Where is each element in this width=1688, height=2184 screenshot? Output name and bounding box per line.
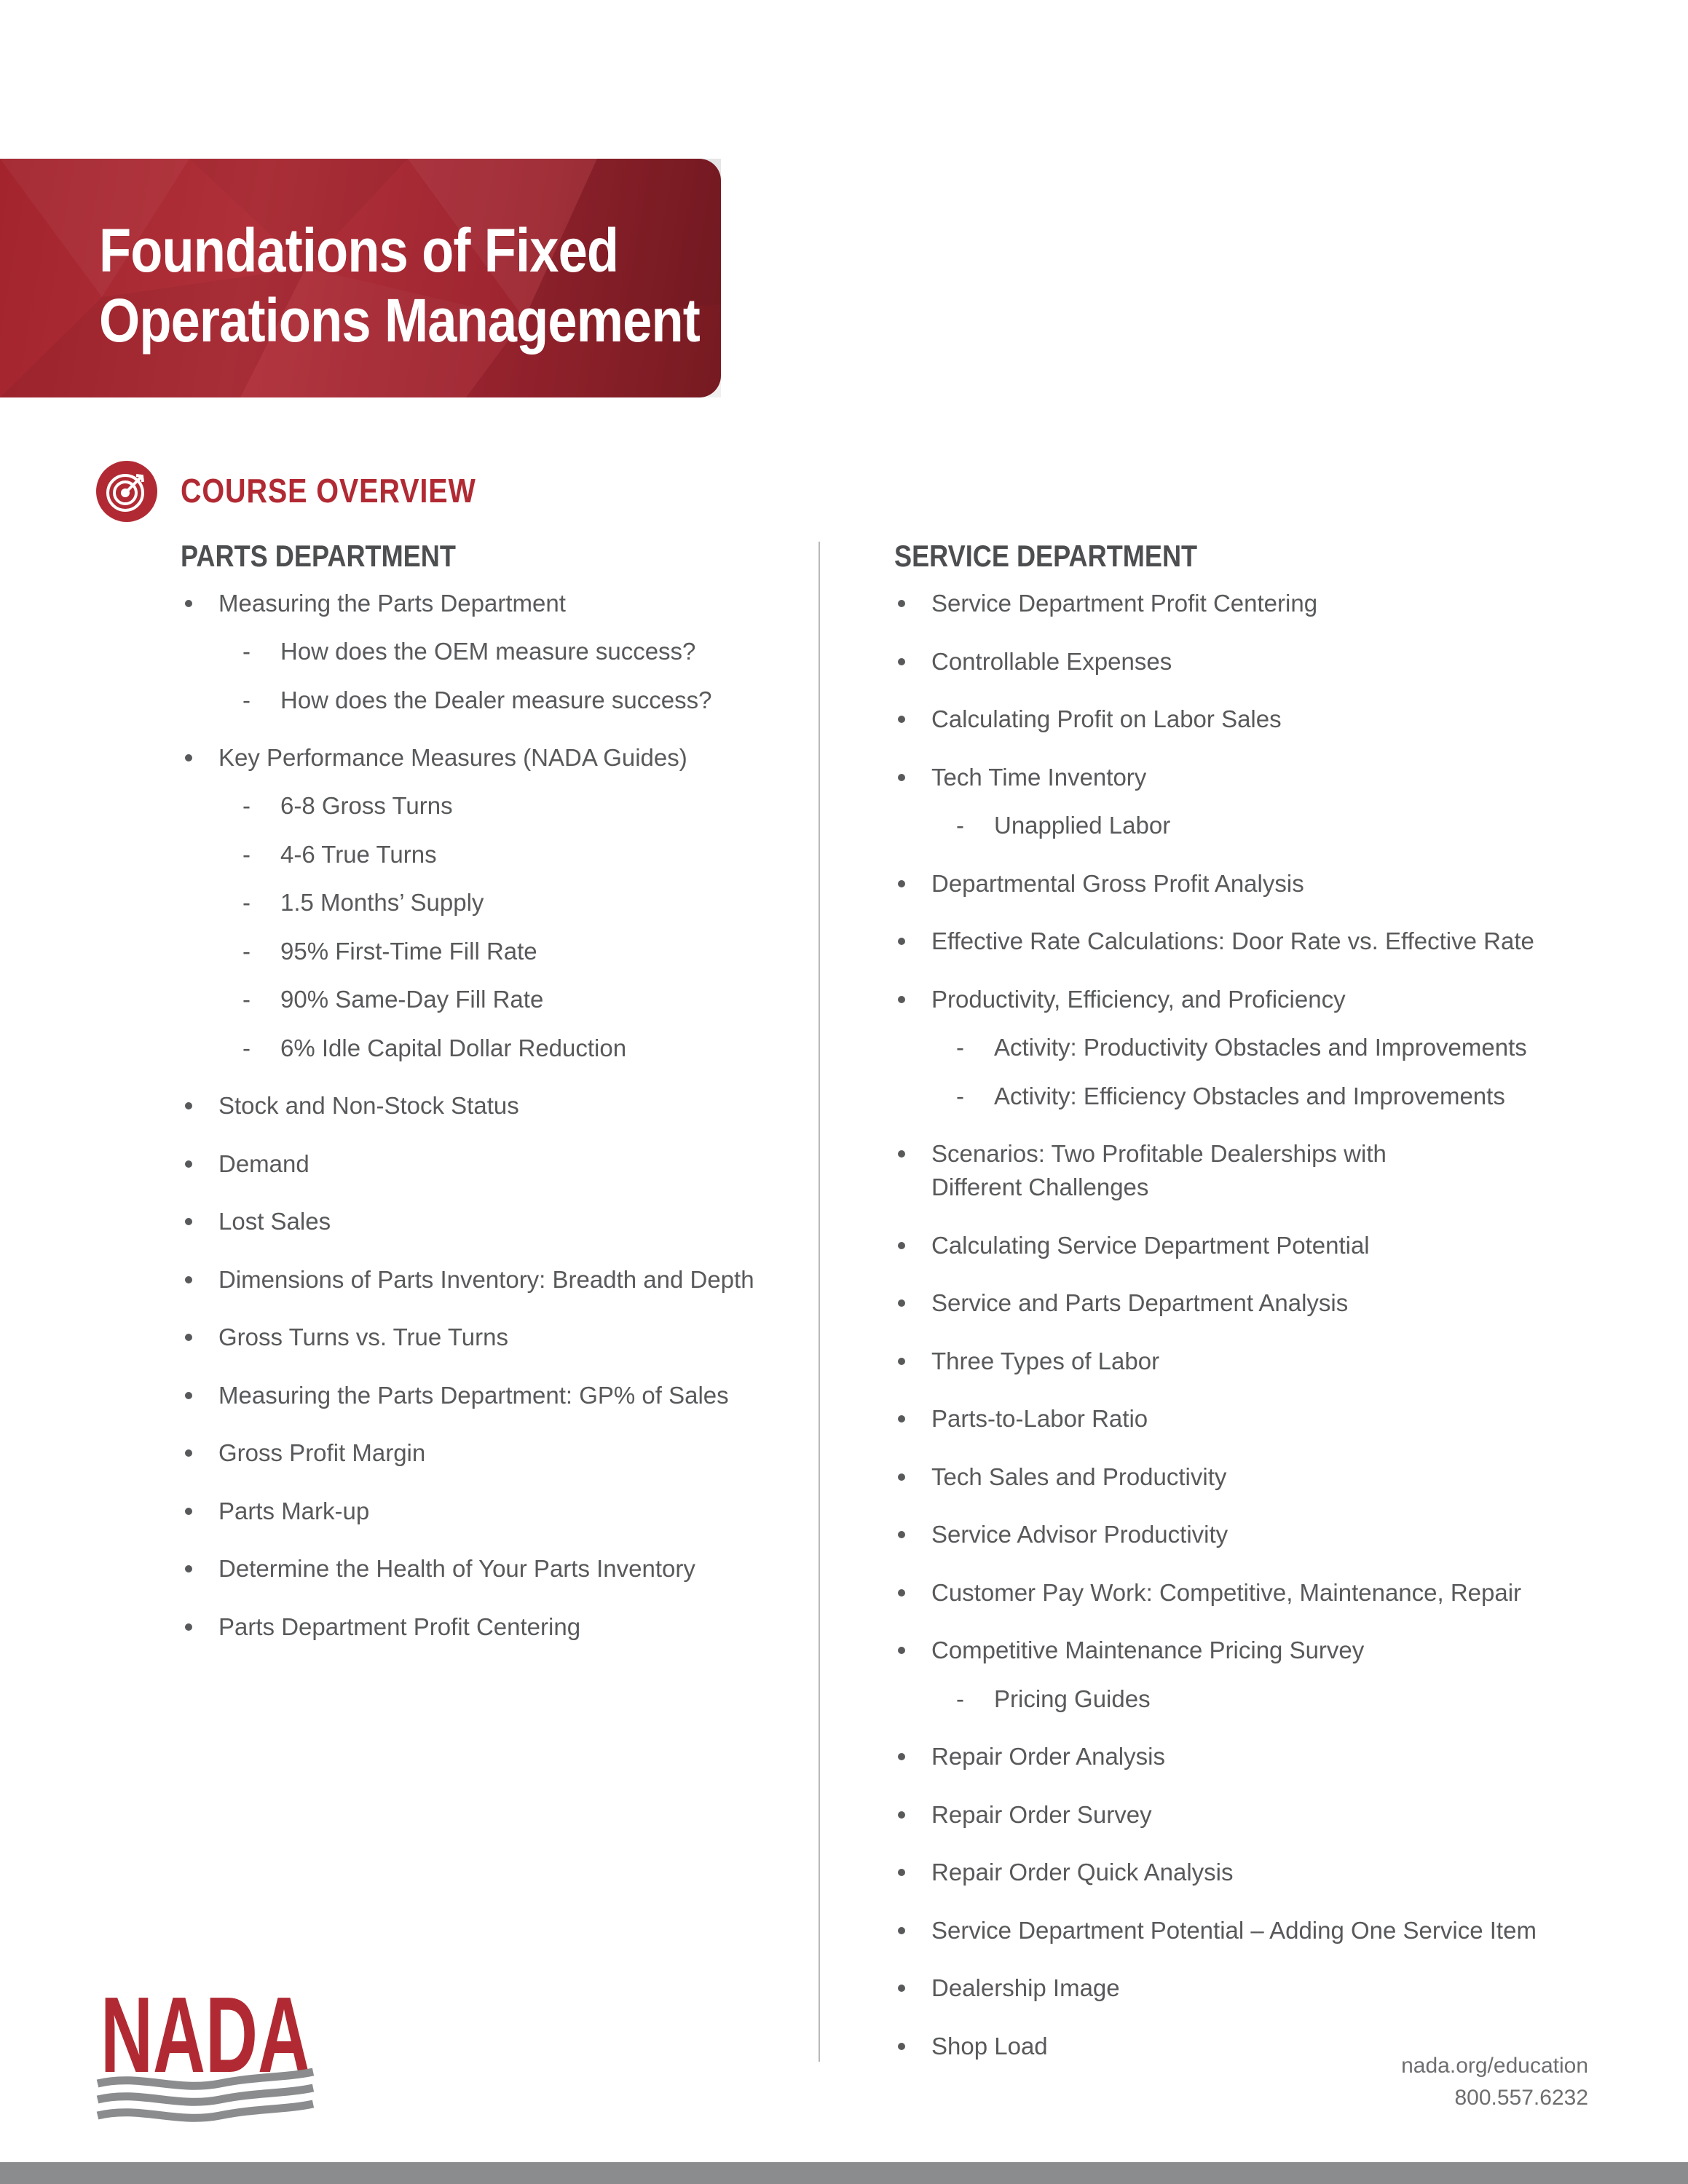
page-title	[99, 215, 700, 355]
list-item: Tech Sales and Productivity	[931, 1460, 1226, 1494]
list-subitem: - 1.5 Months’ Supply	[280, 886, 484, 919]
list-subitem: - 4-6 True Turns	[280, 838, 437, 871]
column-divider	[819, 542, 820, 2062]
list-subitem: - 95% First-Time Fill Rate	[280, 935, 537, 968]
bottom-bar	[0, 2162, 1688, 2184]
list-subitem: - How does the Dealer measure success?	[280, 684, 711, 717]
list-item: Service Advisor Productivity	[931, 1518, 1228, 1551]
list-item: Dealership Image	[931, 1971, 1120, 2005]
title-line-1: Foundations of Fixed	[99, 216, 619, 285]
footer-url[interactable]: nada.org/education	[1401, 2054, 1588, 2078]
list-item: Service Department Potential – Adding One Service Item	[931, 1914, 1537, 1947]
list-item: Customer Pay Work: Competitive, Maintenance, Repair	[931, 1576, 1521, 1610]
list-item: Stock and Non-Stock Status	[218, 1089, 519, 1123]
list-subitem: - Pricing Guides	[994, 1682, 1151, 1716]
list-item: Lost Sales	[218, 1205, 331, 1238]
service-department-heading: SERVICE DEPARTMENT	[894, 539, 1198, 573]
list-subitem: - Activity: Efficiency Obstacles and Improvements	[994, 1080, 1505, 1113]
list-item: Parts-to-Labor Ratio	[931, 1402, 1148, 1436]
parts-department-heading: PARTS DEPARTMENT	[181, 539, 456, 573]
course-overview-heading: COURSE OVERVIEW	[181, 472, 476, 510]
list-subitem: - Activity: Productivity Obstacles and Improvements	[994, 1031, 1527, 1064]
list-subitem: - Unapplied Labor	[994, 809, 1170, 842]
list-item: Gross Turns vs. True Turns	[218, 1321, 508, 1354]
list-subitem: - 90% Same-Day Fill Rate	[280, 983, 543, 1016]
list-subitem: - 6-8 Gross Turns	[280, 789, 453, 823]
list-item: Departmental Gross Profit Analysis	[931, 867, 1304, 901]
list-item-continuation: Different Challenges	[931, 1174, 1149, 1200]
logo-text: NADA	[100, 1975, 310, 2095]
list-item: Productivity, Efficiency, and Proficiency	[931, 983, 1346, 1016]
list-item: Measuring the Parts Department	[218, 587, 566, 620]
list-item: Repair Order Survey	[931, 1798, 1152, 1832]
footer-phone: 800.557.6232	[1454, 2086, 1588, 2110]
list-subitem: - 6% Idle Capital Dollar Reduction	[280, 1032, 626, 1065]
list-item: Controllable Expenses	[931, 645, 1172, 678]
list-subitem: - How does the OEM measure success?	[280, 635, 695, 668]
target-icon	[96, 461, 157, 522]
list-item: Calculating Service Department Potential	[931, 1229, 1370, 1262]
list-item: Service Department Profit Centering	[931, 587, 1317, 620]
list-item: Repair Order Analysis	[931, 1740, 1165, 1773]
title-line-2: Operations Management	[99, 286, 700, 355]
list-item: Three Types of Labor	[931, 1345, 1159, 1378]
list-item: Measuring the Parts Department: GP% of Sales	[218, 1379, 729, 1412]
title-banner	[0, 159, 721, 397]
list-item: Scenarios: Two Profitable Dealerships with	[931, 1137, 1387, 1171]
nada-logo	[96, 1975, 315, 2121]
list-item: Tech Time Inventory	[931, 761, 1146, 794]
list-item: Repair Order Quick Analysis	[931, 1856, 1233, 1889]
list-item: Effective Rate Calculations: Door Rate vs. Effective Rate	[931, 925, 1534, 958]
list-item: Competitive Maintenance Pricing Survey	[931, 1634, 1364, 1667]
list-item: Parts Mark-up	[218, 1495, 369, 1528]
list-item: Parts Department Profit Centering	[218, 1610, 580, 1644]
list-item: Demand	[218, 1147, 309, 1181]
list-item: Key Performance Measures (NADA Guides)	[218, 741, 687, 775]
list-item: Service and Parts Department Analysis	[931, 1286, 1348, 1320]
list-item: Shop Load	[931, 2030, 1048, 2063]
list-item: Gross Profit Margin	[218, 1436, 425, 1470]
list-item: Determine the Health of Your Parts Inventory	[218, 1552, 695, 1586]
list-item: Dimensions of Parts Inventory: Breadth and Depth	[218, 1263, 754, 1297]
list-item: Calculating Profit on Labor Sales	[931, 703, 1282, 736]
